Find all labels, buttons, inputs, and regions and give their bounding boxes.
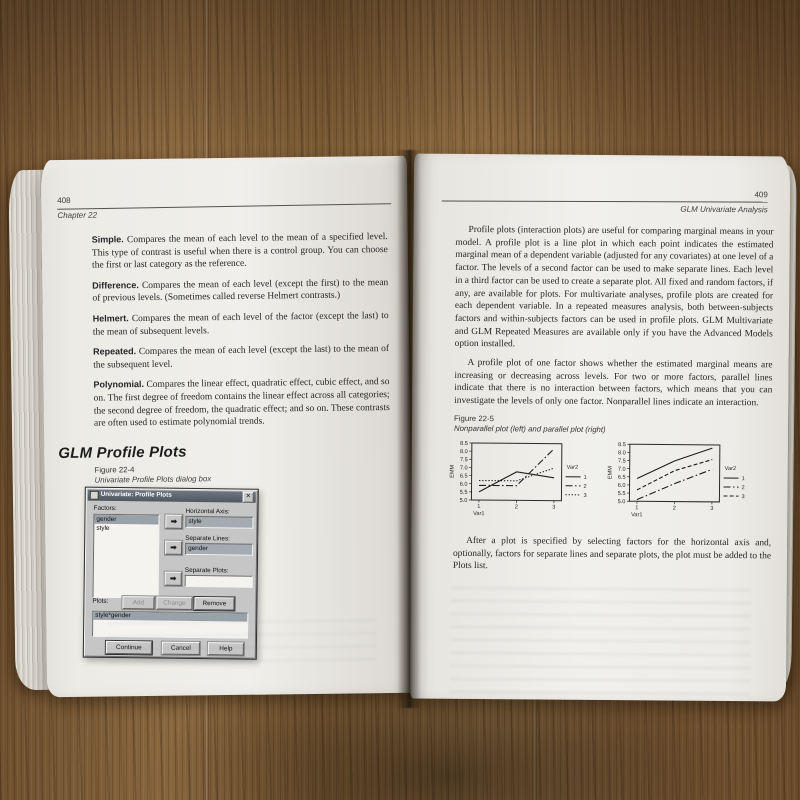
right-page-header (442, 188, 768, 215)
def-simple: Compares the mean of each level to the mean of a specified level. This type of contrast is useful when there is a control group. You can choose the first or last category as the reference. (91, 232, 388, 271)
svg-text:5.0: 5.0 (617, 498, 626, 506)
figure-label: Figure 22-5 (454, 413, 494, 424)
svg-text:2: 2 (672, 505, 676, 512)
figure-caption-text: Nonparallel plot (left) and parallel plot (right) (453, 423, 606, 434)
move-to-separate-plots-button[interactable]: ➡ (165, 571, 182, 585)
svg-text:3: 3 (552, 504, 556, 511)
figure-22-5-caption (454, 414, 788, 436)
book-spine-shadow (397, 150, 421, 708)
svg-text:7.0: 7.0 (459, 465, 468, 472)
dialog-system-icon (90, 490, 99, 499)
contrast-definitions (92, 230, 390, 430)
profile-plots-text (454, 224, 773, 410)
left-page-header (57, 192, 391, 220)
factors-label: Factors: (93, 504, 117, 512)
def-polynomial: Compares the linear effect, quadratic effect, cubic effect, and so on. The first degree of freedom contains the linear effect across all categories; the second degree of freedom, the quadratic effect; and so on. These contrasts are often used to estimate polynomial trends. (93, 377, 390, 429)
horizontal-axis-field[interactable]: style (185, 516, 253, 529)
help-button[interactable]: Help (208, 642, 244, 655)
section-heading-glm-profile-plots: GLM Profile Plots (58, 443, 187, 462)
svg-text:7.0: 7.0 (617, 466, 626, 473)
svg-text:5.0: 5.0 (459, 497, 468, 504)
contrast-entry-simple (92, 230, 388, 272)
svg-text:6.5: 6.5 (617, 474, 626, 481)
svg-text:2: 2 (583, 483, 587, 490)
svg-text:7.5: 7.5 (617, 458, 626, 465)
figure-label: Figure 22-4 (94, 464, 135, 475)
factors-listbox[interactable] (92, 513, 159, 598)
figure-caption-text: Univariate Profile Plots dialog box (94, 473, 212, 485)
factors-item-style[interactable]: style (96, 524, 110, 532)
term-repeated: Repeated. (93, 346, 137, 357)
def-helmert: Compares the mean of each level of the factor (except the last) to the mean of subsequent levels. (92, 310, 389, 338)
running-head-right: GLM Univariate Analysis (680, 204, 768, 215)
plots-label: Plots: (92, 597, 109, 605)
svg-text:1: 1 (635, 505, 639, 512)
closing-text (453, 535, 771, 576)
svg-text:EMM: EMM (607, 465, 614, 479)
svg-text:6.5: 6.5 (459, 473, 468, 480)
page-showthrough-left (106, 619, 377, 668)
svg-text:2: 2 (741, 484, 745, 491)
horizontal-axis-label: Horizontal Axis: (185, 507, 230, 516)
contrast-entry-difference (92, 276, 388, 306)
running-head-left: Chapter 22 (57, 210, 98, 221)
figure-22-5-charts (445, 436, 788, 532)
svg-text:1: 1 (583, 474, 587, 481)
term-polynomial: Polynomial. (93, 379, 145, 390)
remove-button[interactable]: Remove (194, 597, 234, 610)
svg-text:Var1: Var1 (631, 512, 643, 519)
dialog-title-bar (88, 489, 256, 502)
svg-text:7.5: 7.5 (459, 457, 468, 464)
svg-text:8.0: 8.0 (459, 448, 468, 455)
page-number-left: 408 (57, 195, 71, 206)
contrast-entry-polynomial (93, 375, 390, 430)
paragraph-parallel-lines: A profile plot of one factor shows whether the estimated marginal means are increasing or decreasing across levels. For two or more factors, parallel lines indicate that there is no interaction between factors, which means that you can investigate the levels of only one factor. Nonparallel lines indicate an interaction. (454, 357, 773, 409)
left-page (41, 156, 414, 697)
close-icon[interactable]: ✕ (243, 491, 254, 502)
dialog-title: Univariate: Profile Plots (100, 490, 172, 499)
svg-text:8.0: 8.0 (617, 450, 626, 457)
page-number-right: 409 (754, 190, 768, 200)
svg-text:Var2: Var2 (724, 465, 737, 472)
factors-item-gender[interactable]: gender (94, 514, 158, 524)
cancel-button[interactable]: Cancel (162, 641, 200, 654)
svg-text:8.5: 8.5 (618, 441, 626, 449)
right-page (410, 154, 790, 702)
svg-text:6.0: 6.0 (459, 481, 468, 488)
svg-text:Var2: Var2 (566, 464, 579, 471)
svg-text:5.5: 5.5 (617, 490, 626, 497)
contrast-entry-repeated (93, 342, 389, 372)
def-difference: Compares the mean of each level (except the first) to the mean of previous levels. (Sometimes called reverse Helmert contrasts.) (92, 277, 389, 305)
plots-item-style-gender[interactable]: style*gender (93, 611, 247, 621)
page-showthrough-right (450, 587, 751, 701)
svg-text:3: 3 (741, 493, 745, 500)
continue-button[interactable]: Continue (106, 641, 152, 655)
move-to-horizontal-axis-button[interactable]: ➡ (165, 514, 182, 528)
paragraph-profile-plots-intro: Profile plots (interaction plots) are useful for comparing marginal means in your model. A profile plot is a line plot in which each point indicates the estimated marginal mean of a dependent variable (adjusted for any covariates) at one level of a factor. The levels of a second factor can be used to make separate lines. Each level in a third factor can be used to create a separate plot. All fixed and random factors, if any, are available for plots. For multivariate analyses, profile plots are created for each dependent variable. In a repeated measures analysis, both between-subjects factors and within-subjects factors can be used in profile plots. GLM Multivariate and GLM Repeated Measures are available only if you have the Advanced Models option installed. (454, 224, 774, 350)
separate-lines-field[interactable]: gender (185, 543, 253, 556)
change-button[interactable]: Change (156, 596, 192, 609)
separate-lines-label: Separate Lines: (185, 534, 231, 543)
svg-text:1: 1 (477, 503, 481, 510)
nonparallel-plot-chart (445, 436, 598, 530)
svg-text:EMM: EMM (449, 464, 456, 478)
move-to-separate-lines-button[interactable]: ➡ (165, 540, 182, 554)
def-repeated: Compares the mean of each level (except the last) to the mean of the subsequent level. (93, 344, 390, 371)
contrast-entry-helmert (93, 309, 389, 339)
parallel-plot-chart (603, 437, 756, 531)
svg-text:3: 3 (710, 505, 714, 512)
svg-text:5.5: 5.5 (459, 489, 468, 496)
separate-plots-label: Separate Plots: (184, 566, 229, 575)
separate-plots-field[interactable] (185, 575, 253, 588)
svg-text:Var1: Var1 (473, 510, 485, 517)
svg-text:6.0: 6.0 (617, 482, 626, 489)
svg-text:1: 1 (741, 475, 745, 482)
term-simple: Simple. (91, 234, 124, 245)
paragraph-add-to-plots-list: After a plot is specified by selecting factors for the horizontal axis and, optionally, factors for separate lines and separate plots, the plot must be added to the Plots list. (452, 535, 772, 572)
svg-text:8.5: 8.5 (460, 440, 468, 447)
term-difference: Difference. (92, 279, 139, 291)
add-button[interactable]: Add (122, 596, 154, 609)
term-helmert: Helmert. (92, 313, 129, 324)
svg-text:3: 3 (583, 492, 587, 499)
figure-22-4-caption (94, 461, 410, 484)
svg-text:2: 2 (514, 504, 518, 511)
